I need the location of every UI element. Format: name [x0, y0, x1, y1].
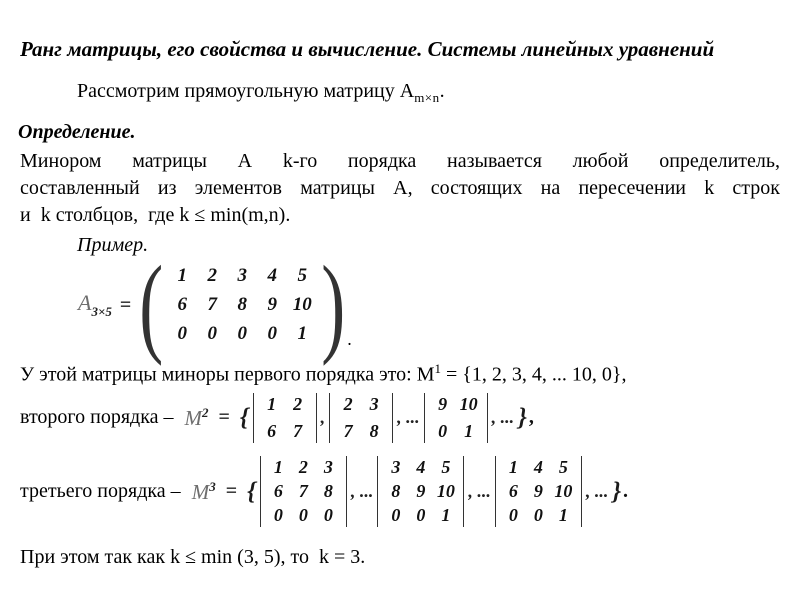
- det-cell: 6: [273, 481, 283, 502]
- det-cell: 5: [441, 457, 451, 478]
- second-order-lead: второго порядка –: [20, 406, 179, 429]
- matrix-cell: 1: [297, 323, 308, 344]
- close-brace: }: [612, 477, 622, 505]
- det-cell: 7: [343, 420, 353, 441]
- determinant-3x3: [260, 456, 347, 527]
- det-cell: 4: [533, 457, 543, 478]
- separator: , ...: [491, 407, 515, 428]
- det-cell: 9: [533, 481, 543, 502]
- matrix-a-name: $A_{3\times 5}$: [78, 290, 112, 319]
- m3-superscript: 3: [209, 478, 216, 494]
- open-brace: {: [247, 477, 256, 505]
- matrix-cell: 10: [292, 294, 312, 315]
- third-order-lead: третьего порядка –: [20, 480, 186, 503]
- det-cell: 10: [554, 481, 573, 502]
- det-cell: 3: [323, 457, 333, 478]
- matrix-cell: 7: [207, 294, 218, 315]
- det-cell: 10: [436, 481, 455, 502]
- det-cell: 10: [459, 393, 478, 414]
- det-cell: 1: [273, 457, 283, 478]
- determinant-2x2: [424, 393, 488, 443]
- first-order-minors-line: [20, 356, 780, 388]
- matrix-subscript-mn: m×n: [414, 90, 440, 105]
- conclusion-line: При этом так как k ≤ min (3, 5), то k = 3.: [20, 545, 366, 568]
- m3-symbol: $M^3$: [191, 478, 216, 504]
- first-order-set: = {1, 2, 3, 4, ... 10, 0},: [441, 363, 627, 386]
- det-cell: 9: [438, 393, 448, 414]
- second-order-minors-line: [20, 390, 800, 446]
- matrix-cell: 2: [207, 265, 218, 286]
- separator: , ...: [397, 407, 420, 428]
- equals-sign: =: [119, 293, 132, 316]
- m1-superscript: 1: [434, 361, 441, 376]
- matrix-cell: 3: [237, 265, 248, 286]
- open-brace: {: [239, 403, 249, 431]
- intro-text: Рассмотрим прямоугольную матрицу А: [77, 80, 415, 102]
- matrix-cell: 0: [237, 323, 248, 344]
- close-paren: ): [321, 243, 346, 367]
- example-label: Пример.: [77, 234, 149, 256]
- matrix-cell: 5: [297, 265, 308, 286]
- det-cell: 7: [293, 420, 303, 441]
- definition-line: составленный из элементов матрицы А, состоящих на пересечении k строк: [20, 177, 780, 199]
- determinant-3x3: [377, 456, 464, 527]
- det-cell: 3: [391, 457, 401, 478]
- slide-title: Ранг матрицы, его свойства и вычисление. Системы линейных уравнений: [20, 37, 715, 61]
- matrix-cell: 0: [267, 323, 278, 344]
- definition-label: Определение.: [18, 121, 136, 143]
- determinant-2x2: [253, 393, 317, 443]
- m2-symbol: $M^2$: [184, 404, 209, 430]
- matrix-cell: 4: [267, 265, 278, 286]
- matrix-period: .: [347, 329, 352, 349]
- intro-period: .: [439, 80, 445, 102]
- line-punctuation: ,: [528, 406, 534, 429]
- det-cell: 2: [343, 393, 353, 414]
- det-cell: 0: [323, 505, 333, 526]
- matrix-cell: 1: [177, 265, 188, 286]
- det-cell: 1: [267, 393, 277, 414]
- det-cell: 8: [391, 481, 401, 502]
- det-cell: 0: [273, 505, 283, 526]
- det-cell: 0: [416, 505, 426, 526]
- det-cell: 3: [369, 393, 379, 414]
- det-cell: 0: [391, 505, 401, 526]
- det-cell: 2: [293, 393, 303, 414]
- separator: , ...: [350, 481, 374, 502]
- det-cell: 0: [533, 505, 543, 526]
- definition-line: Минором матрицы А k-го порядка называется любой определитель,: [20, 150, 780, 172]
- matrix-a-size: 3×5: [91, 304, 112, 319]
- matrix-a-values: [167, 265, 317, 345]
- det-cell: 0: [438, 420, 448, 441]
- matrix-cell: 0: [177, 323, 188, 344]
- det-cell: 8: [369, 420, 379, 441]
- separator: , ...: [585, 481, 609, 502]
- separator: , ...: [468, 481, 491, 502]
- det-cell: 6: [267, 420, 277, 441]
- det-cell: 1: [464, 420, 474, 441]
- det-cell: 0: [508, 505, 518, 526]
- m2-superscript: 2: [202, 404, 209, 420]
- det-cell: 8: [323, 481, 333, 502]
- det-cell: 0: [298, 505, 308, 526]
- det-cell: 1: [441, 505, 451, 526]
- equals-sign: =: [218, 406, 230, 429]
- matrix-cell: 0: [207, 323, 218, 344]
- separator: ,: [320, 407, 326, 428]
- close-brace: }: [518, 403, 527, 431]
- equals-sign: =: [225, 480, 238, 503]
- det-cell: 4: [416, 457, 426, 478]
- matrix-cell: 6: [177, 294, 188, 315]
- third-order-minors-line: [20, 454, 800, 530]
- det-cell: 9: [416, 481, 426, 502]
- first-order-text: У этой матрицы миноры первого порядка это: М: [20, 363, 435, 386]
- matrix-cell: 9: [267, 294, 278, 315]
- determinant-3x3: [495, 456, 582, 527]
- det-cell: 2: [298, 457, 308, 478]
- det-cell: 1: [558, 505, 568, 526]
- det-cell: 7: [298, 481, 308, 502]
- det-cell: 1: [508, 457, 518, 478]
- det-cell: 6: [508, 481, 518, 502]
- open-paren: (: [139, 243, 164, 367]
- intro-paragraph: [20, 78, 780, 111]
- determinant-2x2: [329, 393, 393, 443]
- line-punctuation: .: [623, 480, 629, 503]
- definition-text: [20, 148, 780, 229]
- matrix-cell: 8: [237, 294, 248, 315]
- definition-line: и k столбцов, где k ≤ min(m,n).: [20, 204, 291, 226]
- det-cell: 5: [558, 457, 568, 478]
